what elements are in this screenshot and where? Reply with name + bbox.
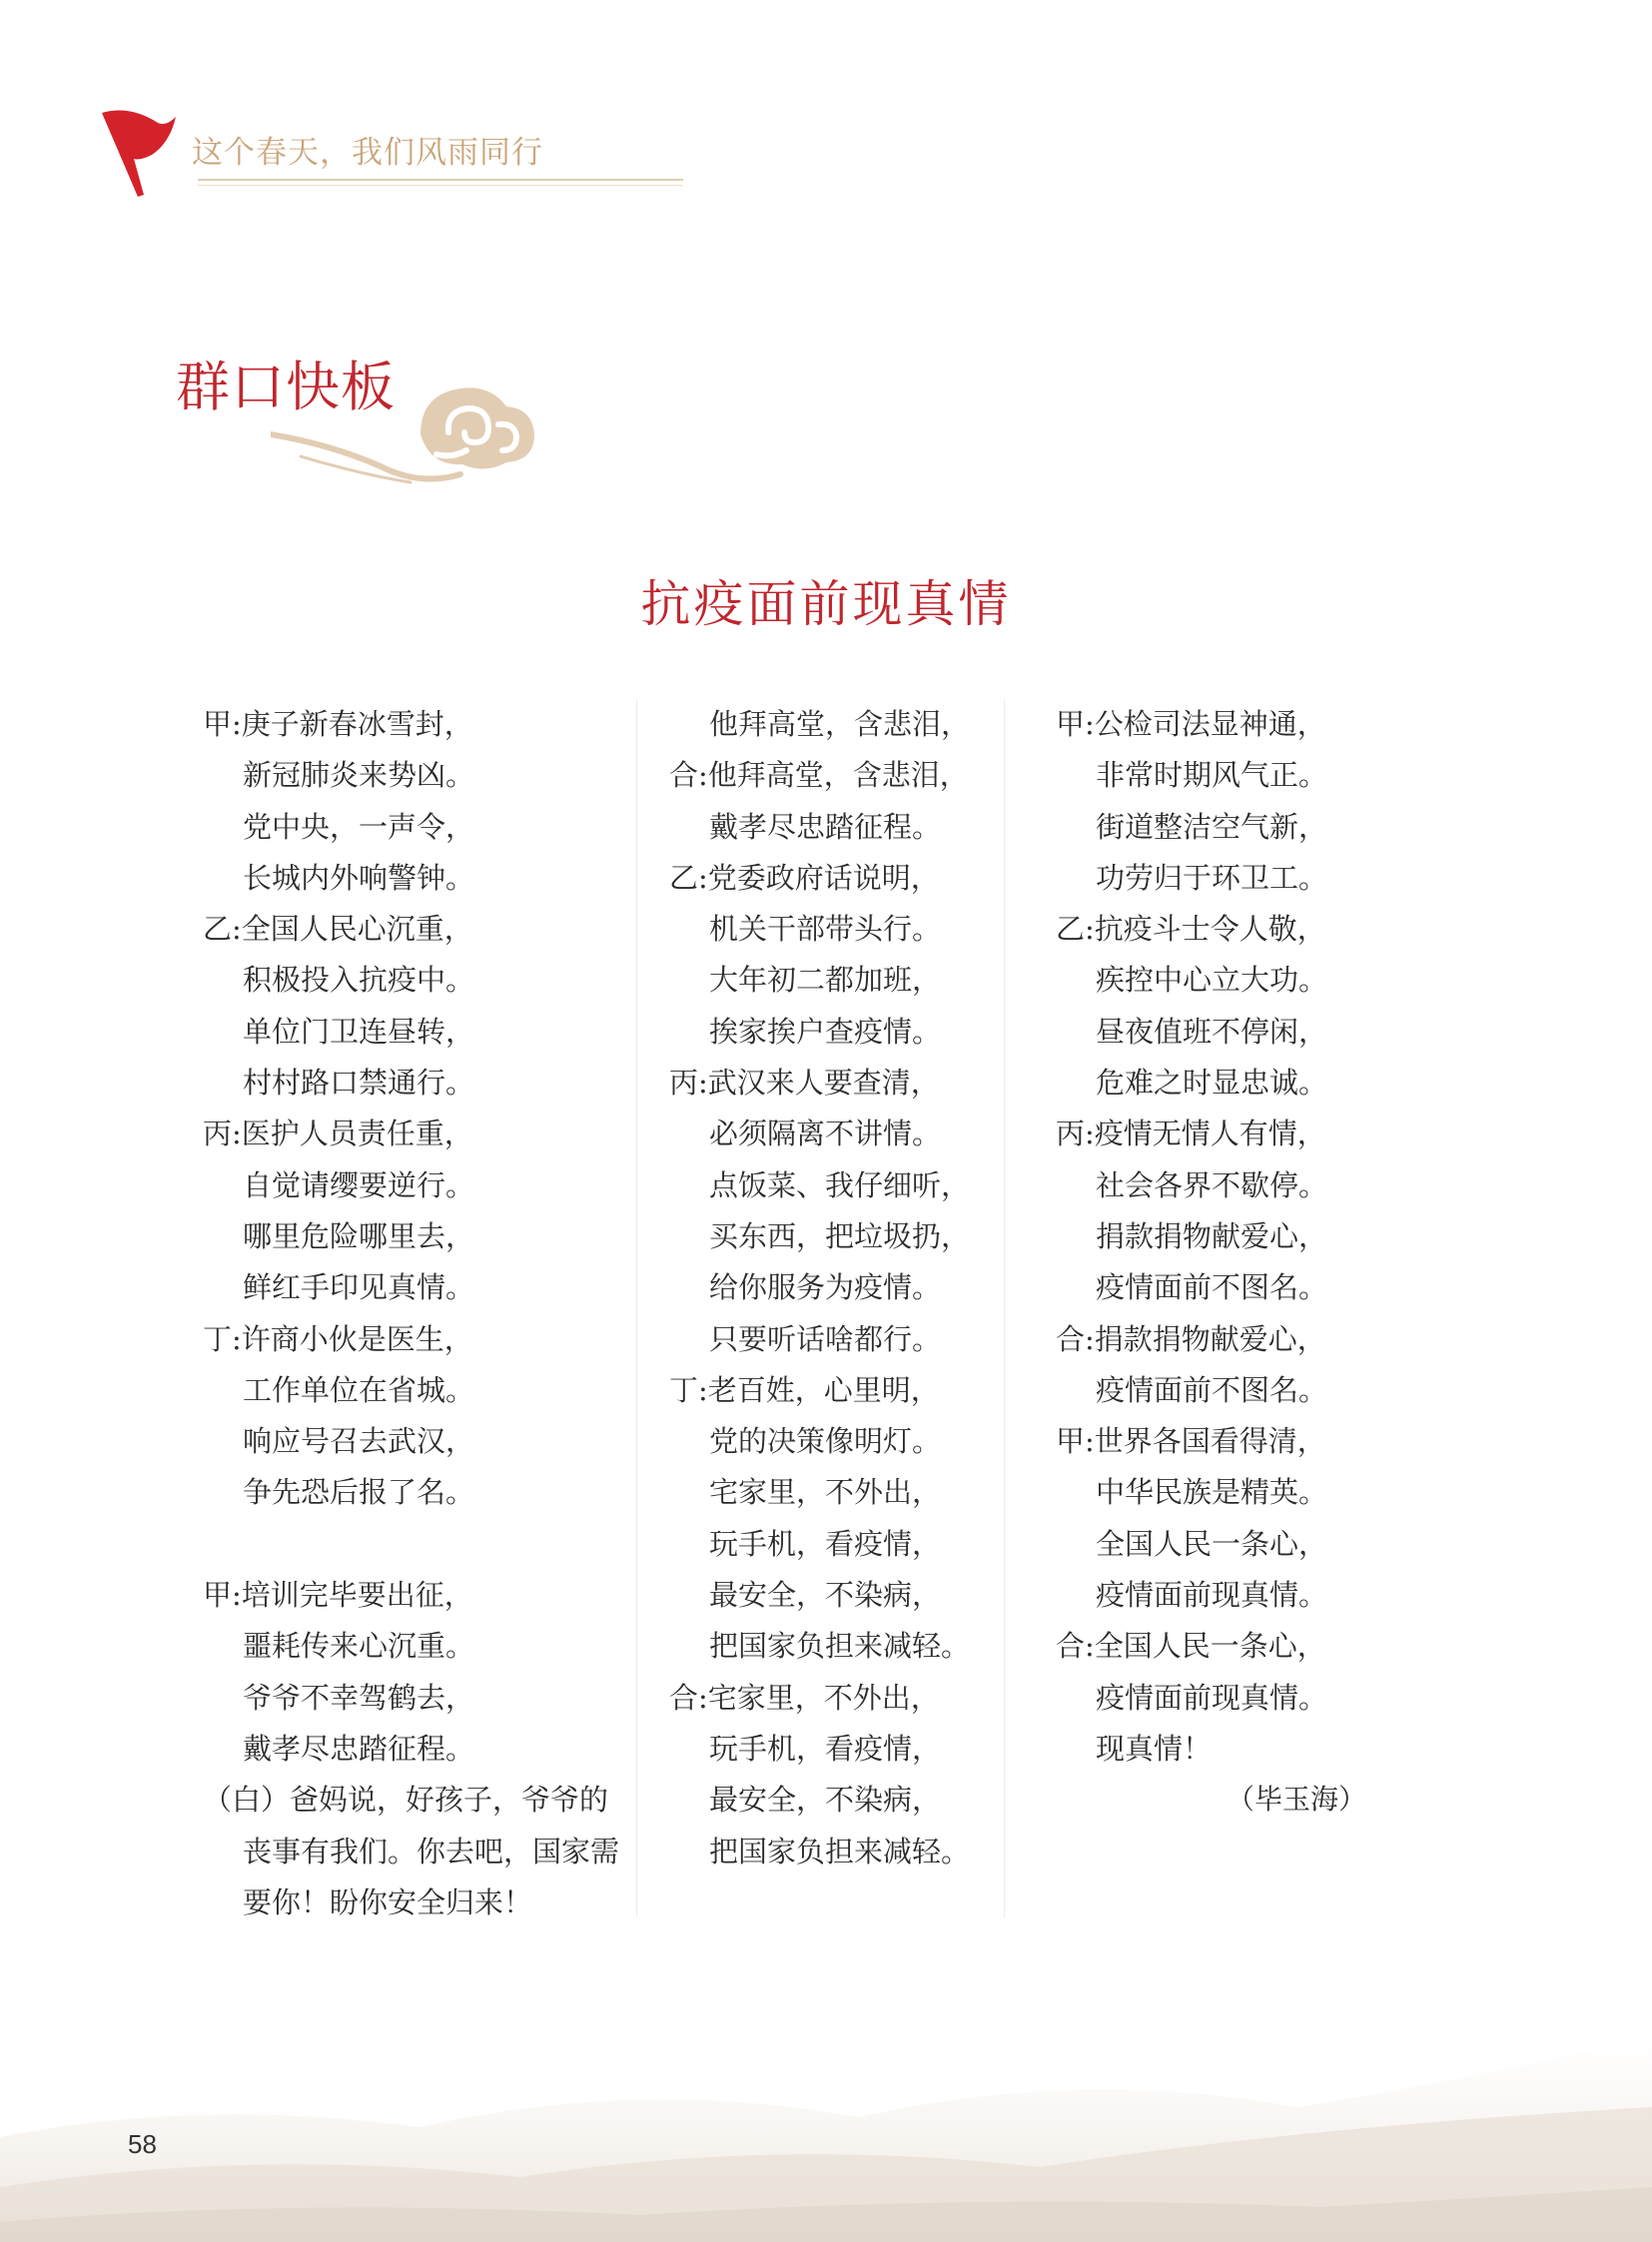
- poem-line: 哪里危险哪里去，: [243, 1218, 475, 1253]
- poem-line: 响应号召去武汉，: [243, 1424, 475, 1459]
- poem-line: 党中央，一声令，: [243, 809, 475, 844]
- poem-title: 抗疫面前现真情: [640, 575, 1012, 633]
- page-number: 58: [128, 2129, 157, 2159]
- poem-line: 戴孝尽忠踏征程。: [243, 1731, 475, 1766]
- poem-line: 昼夜值班不停闲，: [1096, 1014, 1328, 1049]
- poem-line: 长城内外响警钟。: [243, 860, 475, 895]
- poem-line: 把国家负担来减轻。: [709, 1834, 971, 1868]
- poem-line: 甲:培训完毕要出征，: [203, 1578, 473, 1613]
- poem-line: 丙:疫情无情人有情，: [1056, 1117, 1326, 1151]
- poem-line: 现真情！: [1096, 1731, 1213, 1766]
- poem-line: 爷爷不幸驾鹤去，: [243, 1680, 475, 1715]
- poem-line: 疫情面前不图名。: [1096, 1372, 1328, 1407]
- poem-line: 必须隔离不讲情。: [709, 1117, 942, 1151]
- poem-line: 丧事有我们。你去吧，国家需: [243, 1834, 620, 1868]
- poem-line: 合:全国人民一条心，: [1056, 1629, 1326, 1664]
- section-title: 群口快板: [176, 356, 396, 418]
- poem-column-3: [1056, 699, 1395, 1775]
- landscape-background: [0, 1957, 1652, 2242]
- poem-line: 玩手机，看疫情，: [709, 1731, 942, 1766]
- poem-line: 挨家挨户查疫情。: [709, 1014, 942, 1049]
- poem-line: 给你服务为疫情。: [709, 1270, 942, 1305]
- poem-line: 只要听话啥都行。: [709, 1321, 942, 1356]
- header-divider-thin: [198, 185, 683, 186]
- poem-line: 甲:世界各国看得清，: [1056, 1424, 1326, 1459]
- poem-line: 新冠肺炎来势凶。: [243, 758, 475, 793]
- poem-line: 争先恐后报了名。: [243, 1475, 475, 1510]
- poem-column-2: [669, 699, 1009, 1877]
- poem-line: 点饭菜、我仔细听，: [709, 1167, 971, 1202]
- poem-line: 戴孝尽忠踏征程。: [709, 809, 942, 844]
- poem-line: 捐款捐物献爱心，: [1096, 1218, 1328, 1253]
- poem-line: 乙:抗疫斗士令人敬，: [1056, 912, 1326, 947]
- page-header: [100, 105, 599, 200]
- poem-line: 玩手机，看疫情，: [709, 1526, 942, 1561]
- poem-line: 疾控中心立大功。: [1096, 963, 1328, 998]
- auspicious-cloud-icon: [271, 374, 540, 494]
- poem-line: 工作单位在省城。: [243, 1372, 475, 1407]
- poem-author: （毕玉海）: [1227, 1783, 1367, 1816]
- poem-line: 党的决策像明灯。: [709, 1424, 942, 1459]
- poem-line: 丁:老百姓，心里明，: [669, 1372, 940, 1407]
- poem-line: 合:捐款捐物献爱心，: [1056, 1321, 1326, 1356]
- poem-line: 乙:全国人民心沉重，: [203, 912, 473, 947]
- poem-line: 中华民族是精英。: [1096, 1475, 1328, 1510]
- poem-line: 合:宅家里，不外出，: [669, 1680, 940, 1715]
- poem-line: 疫情面前不图名。: [1096, 1270, 1328, 1305]
- poem-line: 大年初二都加班，: [709, 963, 942, 998]
- header-divider: [198, 179, 683, 181]
- poem-line: 非常时期风气正。: [1096, 758, 1328, 793]
- column-divider: [636, 699, 637, 1917]
- poem-line: 丙:医护人员责任重，: [203, 1117, 473, 1151]
- poem-line: 合:他拜高堂，含悲泪，: [669, 758, 969, 793]
- poem-line: [203, 1519, 622, 1570]
- poem-line: 积极投入抗疫中。: [243, 963, 475, 998]
- poem-column-1: [203, 699, 622, 1928]
- poem-line: 甲:公检司法显神通，: [1056, 707, 1326, 741]
- header-title: 这个春天，我们风雨同行: [192, 135, 543, 171]
- poem-line: 机关干部带头行。: [709, 912, 942, 947]
- poem-line: 甲:庚子新春冰雪封，: [203, 707, 473, 741]
- poem-line: 单位门卫连昼转，: [243, 1014, 475, 1049]
- poem-line: 村村路口禁通行。: [243, 1066, 475, 1101]
- red-flag-icon: [100, 105, 180, 197]
- poem-line: 买东西，把垃圾扔，: [709, 1218, 971, 1253]
- poem-line: 危难之时显忠诚。: [1096, 1066, 1328, 1101]
- poem-line: 要你！盼你安全归来！: [243, 1884, 533, 1919]
- poem-line: 最安全，不染病，: [709, 1578, 942, 1613]
- poem-line: 宅家里，不外出，: [709, 1475, 942, 1510]
- poem-line: 疫情面前现真情。: [1096, 1680, 1328, 1715]
- poem-line: 乙:党委政府话说明，: [669, 860, 940, 895]
- poem-line: 自觉请缨要逆行。: [243, 1167, 475, 1202]
- poem-line: 社会各界不歇停。: [1096, 1167, 1328, 1202]
- poem-line: 全国人民一条心，: [1096, 1526, 1328, 1561]
- poem-line: 鲜红手印见真情。: [243, 1270, 475, 1305]
- poem-line: （白）爸妈说，好孩子，爷爷的: [203, 1783, 609, 1818]
- poem-line: 疫情面前现真情。: [1096, 1578, 1328, 1613]
- poem-line: 功劳归于环卫工。: [1096, 860, 1328, 895]
- poem-line: 丁:许商小伙是医生，: [203, 1321, 473, 1356]
- section-heading: [176, 345, 535, 494]
- poem-line: 最安全，不染病，: [709, 1783, 942, 1818]
- poem-line: 街道整洁空气新，: [1096, 809, 1328, 844]
- poem-line: 噩耗传来心沉重。: [243, 1629, 475, 1664]
- poem-line: 丙:武汉来人要查清，: [669, 1066, 940, 1101]
- poem-line: 他拜高堂，含悲泪，: [709, 707, 971, 741]
- poem-line: 把国家负担来减轻。: [709, 1629, 971, 1664]
